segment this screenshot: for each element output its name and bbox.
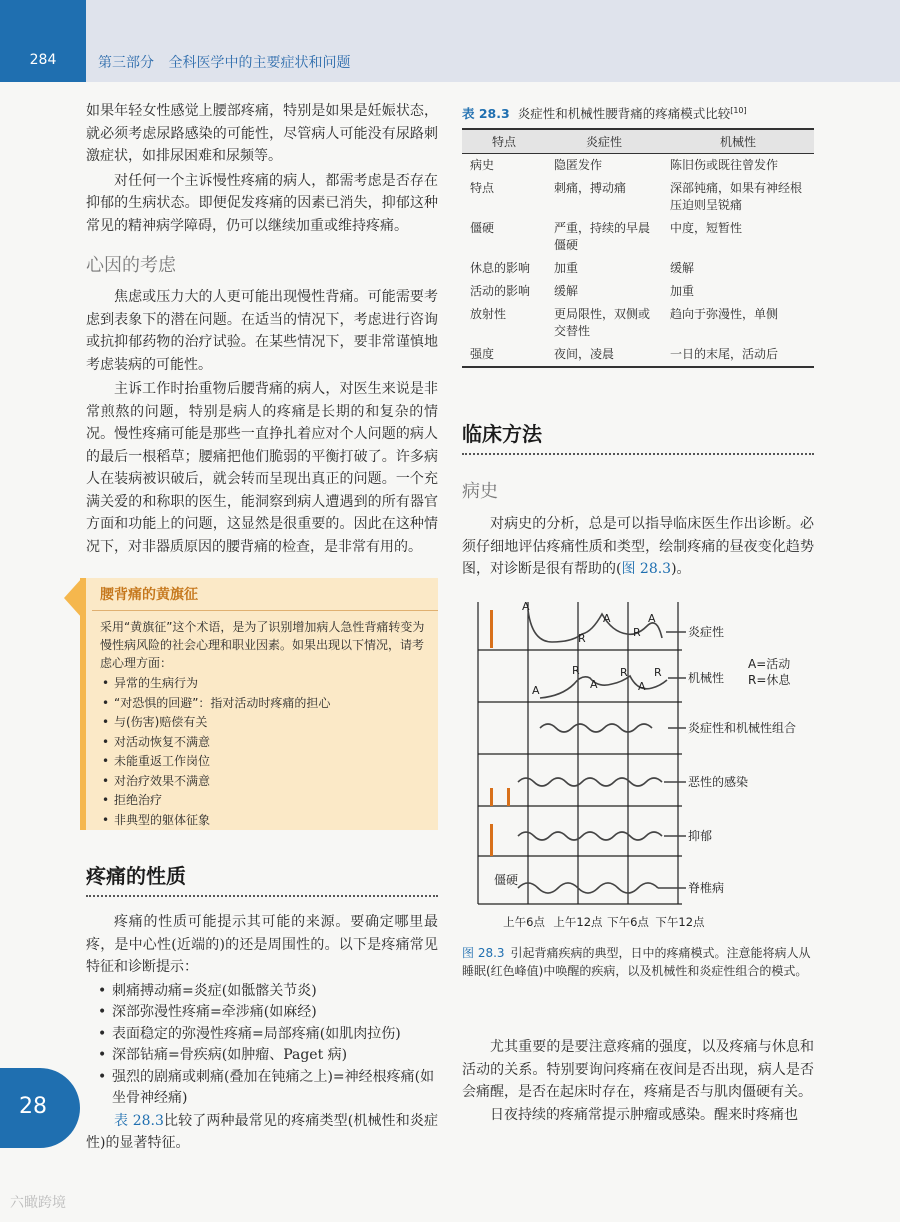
list-item: • 深部弥漫性疼痛=牵涉痛(如麻经)	[86, 1002, 438, 1024]
table-cell: 深部钝痛，如果有神经根压迫则呈锐痛	[670, 180, 803, 212]
list-item: • “对恐惧的回避”：指对活动时疼痛的担心	[100, 694, 430, 714]
watermark-logo: 六瞰跨境	[10, 1195, 66, 1211]
flag-box-title: 腰背痛的黄旗征	[100, 587, 198, 603]
section-heading: 疼痛的性质	[86, 860, 438, 897]
night-pain-marker	[490, 610, 493, 648]
table-header-row	[462, 129, 814, 153]
header-page-block	[0, 0, 86, 82]
legend-rest: R=休息	[748, 673, 791, 687]
flag-intro: 采用“黄旗征”这个术语，是为了识别增加病人急性背痛转变为慢性病风险的社会心理和职业因素。如果出现以下情况，请考虑心理方面：	[100, 620, 425, 670]
chapter-number: 28	[19, 1094, 47, 1119]
paragraph	[86, 1110, 438, 1155]
table-cell: 僵硬	[470, 220, 495, 235]
list-item: • 表面稳定的弥漫性疼痛=局部疼痛(如肌肉拉伤)	[86, 1024, 438, 1046]
paragraph	[462, 513, 814, 581]
list-item: • 与(伤害)赔偿有关	[100, 713, 430, 733]
table-row	[462, 177, 814, 217]
activity-marker: A	[532, 684, 540, 697]
table-caption	[462, 104, 814, 122]
activity-marker: A	[590, 678, 598, 691]
table-cell: 刺痛，搏动痛	[554, 180, 627, 195]
table-cell: 更局限性，双侧或交替性	[554, 306, 651, 338]
rest-marker: R	[654, 666, 662, 679]
list-item: • 对治疗效果不满意	[100, 772, 430, 792]
table-cell: 隐匿发作	[554, 157, 603, 172]
section-heading: 病史	[462, 481, 498, 502]
figure-reference: 图 28.3	[621, 561, 672, 577]
yellow-flag-box	[80, 578, 438, 830]
column-header: 炎症性	[546, 129, 662, 153]
activity-marker: A	[522, 600, 530, 613]
rest-marker: R	[578, 632, 586, 645]
paragraph-text: )。	[671, 561, 691, 577]
figure-caption-text: 引起背痛疾病的典型，日中的疼痛模式。注意能将病人从睡眠(红色峰值)中唤醒的疾病，以及机械性和炎症性组合的模式。	[462, 946, 811, 978]
running-header	[98, 52, 360, 72]
table-row	[462, 280, 814, 303]
table-cell: 病史	[470, 157, 495, 172]
list-item: • 非典型的躯体征象	[100, 811, 430, 831]
column-header: 机械性	[662, 129, 814, 153]
comparison-table	[462, 128, 814, 368]
inflammatory-curve	[528, 610, 662, 642]
list-item: • 未能重返工作岗位	[100, 752, 430, 772]
page-number: 284	[29, 52, 57, 68]
night-pain-marker	[507, 788, 510, 806]
pain-pattern-figure	[462, 592, 822, 942]
left-column-lower	[86, 860, 438, 1155]
x-tick-label: 下午12点	[655, 915, 705, 929]
list-item: • 刺痛搏动痛=炎症(如骶髂关节炎)	[86, 981, 438, 1003]
bullet-list	[86, 981, 438, 1110]
table-cell: 休息的影响	[470, 260, 531, 275]
table-row	[462, 257, 814, 280]
flag-list	[100, 674, 430, 830]
x-tick-label: 下午6点	[607, 915, 649, 929]
table-cell: 缓解	[670, 260, 695, 275]
table-reference: 表 28.3	[114, 1112, 164, 1129]
infection-curve	[518, 778, 662, 786]
section-heading: 心因的考虑	[86, 255, 176, 276]
table-cell: 强度	[462, 343, 546, 367]
left-column	[86, 100, 438, 558]
table-cell: 夜间，凌晨	[546, 343, 662, 367]
right-column-lower	[462, 1036, 814, 1126]
table-cell: 严重，持续的早晨僵硬	[554, 220, 651, 252]
paragraph: 主诉工作时抬重物后腰背痛的病人，对医生来说是非常煎熬的问题，特别是病人的疼痛是长期的和复杂的情况。慢性疼痛可能是那些一直挣扎着应对个人问题的病人的最后一根稻草；腰痛把他们脆弱的平衡打破了。许多病人在装病被识破后，就会转而呈现出真正的问题。一个充满关爱的和称职的医生，能洞察到病人遭遇到的所有器官方面和功能上的问题，这显然是很重要的。因此在这种情况下，对非器质原因的腰背痛的检查，是非常有用的。	[86, 381, 438, 555]
row-label: 机械性	[688, 671, 725, 685]
paragraph: 焦虑或压力大的人更可能出现慢性背痛。可能需要考虑到表象下的潜在问题。在适当的情况下，考虑进行咨询或抗抑郁药物的治疗试验。在某些情况下，要非常谨慎地考虑装病的可能性。	[86, 289, 438, 373]
figure-label: 图 28.3	[462, 946, 505, 960]
divider	[92, 610, 438, 611]
row-label: 炎症性	[688, 625, 725, 639]
table-label: 表 28.3	[462, 106, 510, 121]
paragraph-text: 对病史的分析，总是可以指导临床医生作出诊断。必须仔细地评估疼痛性质和类型，绘制疼痛的昼夜变化趋势图，对诊断是很有帮助的(	[462, 516, 814, 577]
table-cell: 活动的影响	[470, 283, 531, 298]
flag-box-body	[100, 618, 430, 830]
stiffness-label: 僵硬	[494, 873, 519, 887]
table-row	[462, 303, 814, 343]
depression-curve	[518, 832, 662, 840]
citation: [10]	[730, 105, 747, 115]
mechanical-curve	[540, 676, 667, 698]
column-header: 特点	[462, 129, 546, 153]
table-cell: 一日的末尾，活动后	[662, 343, 814, 367]
list-item: • 对活动恢复不满意	[100, 733, 430, 753]
activity-marker: A	[603, 612, 611, 625]
right-column	[462, 418, 814, 581]
paragraph: 疼痛的性质可能提示其可能的来源。要确定哪里最疼，是中心性(近端的)的还是周围性的。以下是疼痛常见特征和诊断提示：	[86, 914, 438, 975]
night-pain-marker	[490, 824, 493, 856]
table-cell: 缓解	[554, 283, 579, 298]
table-cell: 加重	[554, 260, 579, 275]
part-label: 第三部分	[98, 55, 154, 71]
row-label: 脊椎病	[688, 881, 725, 895]
legend-activity: A=活动	[748, 657, 791, 671]
paragraph: 尤其重要的是要注意疼痛的强度，以及疼痛与休息和活动的关系。特别要询问疼痛在夜间是否出现，病人是否会痛醒，是否在起床时存在，疼痛是否与肌肉僵硬有关。	[462, 1039, 814, 1100]
rest-marker: R	[633, 626, 641, 639]
table-title: 炎症性和机械性腰背痛的疼痛模式比较	[517, 106, 731, 121]
figure-caption	[462, 944, 814, 980]
rest-marker: R	[572, 664, 580, 677]
list-item: • 强烈的剧痛或刺痛(叠加在钝痛之上)=神经根疼痛(如坐骨神经痛)	[86, 1067, 438, 1110]
rest-marker: R	[620, 666, 628, 679]
table-cell: 特点	[470, 180, 495, 195]
table-row	[462, 343, 814, 367]
list-item: • 异常的生病行为	[100, 674, 430, 694]
table-row	[462, 217, 814, 257]
activity-marker: A	[648, 612, 656, 625]
paragraph: 日夜持续的疼痛常提示肿瘤或感染。醒来时疼痛也	[490, 1106, 798, 1123]
night-pain-marker	[490, 788, 493, 806]
row-label: 抑郁	[688, 829, 713, 843]
combined-curve	[540, 724, 652, 732]
paragraph-text: 比较了两种最常见的疼痛类型(机械性和炎症性)的显著特征。	[86, 1112, 438, 1151]
table-block	[462, 104, 814, 368]
row-label: 炎症性和机械性组合	[688, 721, 797, 735]
table-cell: 陈旧伤或既往曾发作	[670, 157, 779, 172]
section-heading: 临床方法	[462, 418, 814, 455]
list-item: • 深部钻痛=骨疾病(如肿瘤、Paget 病)	[86, 1045, 438, 1067]
table-cell: 中度，短暂性	[670, 220, 743, 235]
paragraph: 如果年轻女性感觉上腰部疼痛，特别是如果是妊娠状态，就必须考虑尿路感染的可能性，尽管病人可能没有尿路刺激症状，如排尿困难和尿频等。	[86, 103, 438, 164]
paragraph: 对任何一个主诉慢性疼痛的病人，都需考虑是否存在抑郁的生病状态。即便促发疼痛的因素已消失，抑郁这种常见的精神病学障碍，仍可以继续加重或维持疼痛。	[86, 172, 438, 234]
table-cell: 加重	[670, 283, 695, 298]
list-item: • 拒绝治疗	[100, 791, 430, 811]
spondylosis-curve	[518, 883, 658, 893]
x-tick-label: 上午6点	[503, 915, 545, 929]
activity-marker: A	[638, 680, 646, 693]
table-row	[462, 153, 814, 177]
table-cell: 趋向于弥漫性，单侧	[670, 306, 779, 321]
x-tick-label: 上午12点	[553, 915, 603, 929]
row-label: 恶性的感染	[688, 775, 749, 789]
table-cell: 放射性	[470, 306, 507, 321]
part-title: 全科医学中的主要症状和问题	[168, 55, 351, 71]
